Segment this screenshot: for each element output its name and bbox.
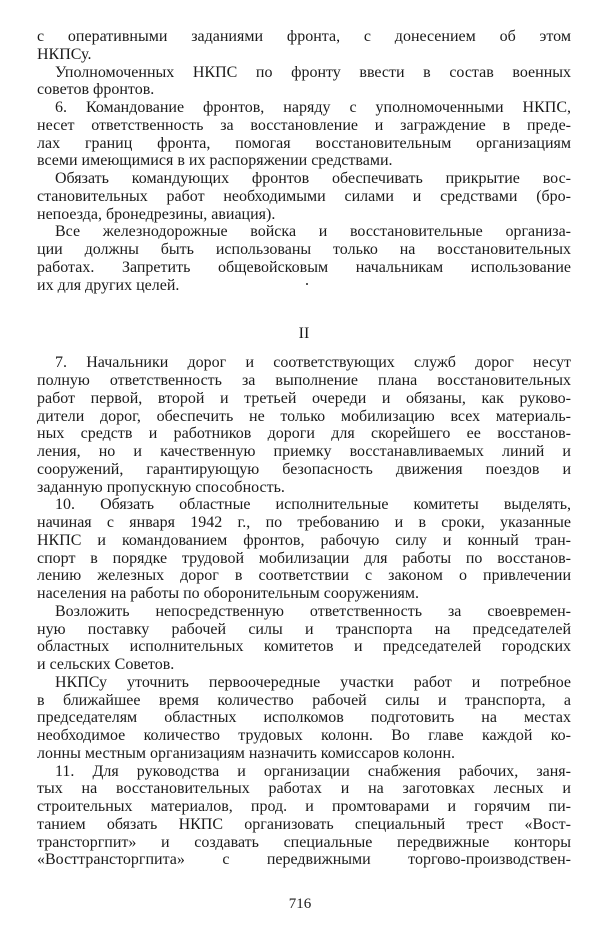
text-line: работ первой, второй и третьей очереди и обязаны, как руково- (37, 389, 571, 407)
text-line: полную ответственность за выполнение плана восстановительных (37, 372, 571, 389)
paragraph (37, 223, 571, 294)
text-line: Обязать командующих фронтов обеспечивать прикрытие вос- (55, 170, 571, 187)
text-line: ную поставку рабочей силы и транспорта на председателей (37, 620, 571, 638)
text-line: 10. Обязать областные исполнительные комитеты выделять, (55, 496, 571, 514)
text-line: Возложить непосредственную ответственность за своевремен- (55, 602, 571, 620)
text-line: областных исполнительных комитетов и председателей городских (37, 638, 571, 656)
text-line: НКПСу уточнить первоочередные участки работ и потребное (55, 673, 571, 691)
text-line: ления, но и качественную приемку восстанавливаемых линий и (37, 443, 571, 460)
text-line: работах. Запретить общевойсковым начальникам использование (37, 258, 571, 276)
text-line: населения на работы по оборонительным сооружениям. (37, 585, 419, 602)
paragraph (37, 354, 571, 496)
text-line: председателям областных исполкомов подготовить на местах (37, 709, 571, 727)
paragraph (37, 763, 571, 870)
text-line: НКПС и командованием фронтов, рабочую силу и конный тран- (37, 531, 571, 549)
text-line: 11. Для руководства и организации снабжения рабочих, заня- (55, 762, 571, 780)
text-line: лению железных дорог в соответствии с законом о привлечении (37, 567, 571, 585)
text-line: необходимое количество трудовых колонн. Во главе каждой ко- (37, 727, 571, 744)
section-1 (37, 28, 571, 294)
text-line: спорт в порядке трудовой мобилизации для работы по восстанов- (37, 549, 571, 567)
text-line: в ближайшее время количество рабочей силы и транспорта, а (37, 691, 571, 709)
text-line: лах границ фронта, помогая восстановительным организациям (37, 134, 571, 152)
text-line: НКПСу. (37, 45, 92, 63)
text-line: ных средств и работников дороги для скорейшего ее восстанов- (37, 425, 571, 443)
section-heading: II (298, 325, 310, 343)
text-line: Все железнодорожные войска и восстановительные организа- (55, 223, 571, 241)
text-line: «Восттрансторгпита» с передвижными торгово-производствен- (37, 851, 571, 869)
text-line: становительных работ необходимыми силами и средствами (бро- (37, 187, 571, 205)
text-line: советов фронтов. (37, 81, 155, 99)
section-2 (37, 354, 571, 869)
page-number: 716 (288, 896, 312, 912)
text-line: ции должны быть использованы только на восстановительных (37, 241, 571, 258)
paragraph (37, 28, 571, 64)
text-line: тых на восстановительных работах и на заготовках лесных и (37, 780, 571, 798)
text-line: их для других целей. (37, 276, 180, 294)
paragraph (37, 496, 571, 603)
text-line: всеми имеющимися в их распоряжении средствами. (37, 152, 393, 170)
text-line: строительных материалов, прод. и промтоварами и горячим пи- (37, 798, 571, 815)
paragraph (37, 674, 571, 763)
text-line: лонны местным организациям назначить комиссаров колонн. (37, 744, 455, 762)
text-line: 7. Начальники дорог и соответствующих служб дорог несут (55, 354, 571, 372)
text-line: дители дорог, обеспечить не только мобилизацию всех материаль- (37, 407, 571, 425)
text-line: заданную пропускную способность. (37, 478, 285, 496)
text-line: 6. Командование фронтов, наряду с уполномоченными НКПС, (55, 99, 571, 116)
paragraph (37, 603, 571, 674)
text-line: трансторгпит» и создавать специальные передвижные конторы (37, 833, 571, 851)
text-line: несет ответственность за восстановление и заграждение в преде- (37, 116, 571, 134)
text-line: танием обязать НКПС организовать специальный трест «Вост- (37, 815, 571, 833)
document-body (37, 28, 571, 869)
text-line: Уполномоченных НКПС по фронту ввести в состав военных (55, 63, 571, 81)
paragraph (37, 64, 571, 100)
text-line: сооружений, гарантирующую безопасность движения поездов и (37, 460, 571, 478)
text-line: начиная с января 1942 г., по требованию и в сроки, указанные (37, 514, 571, 531)
text-line: и сельских Советов. (37, 656, 175, 673)
paragraph (37, 99, 571, 170)
paragraph (37, 170, 571, 223)
text-line: непоезда, бронедрезины, авиация). (37, 205, 276, 223)
text-line: с оперативными заданиями фронта, с донесением об этом (37, 28, 571, 45)
stray-dot (306, 283, 308, 285)
